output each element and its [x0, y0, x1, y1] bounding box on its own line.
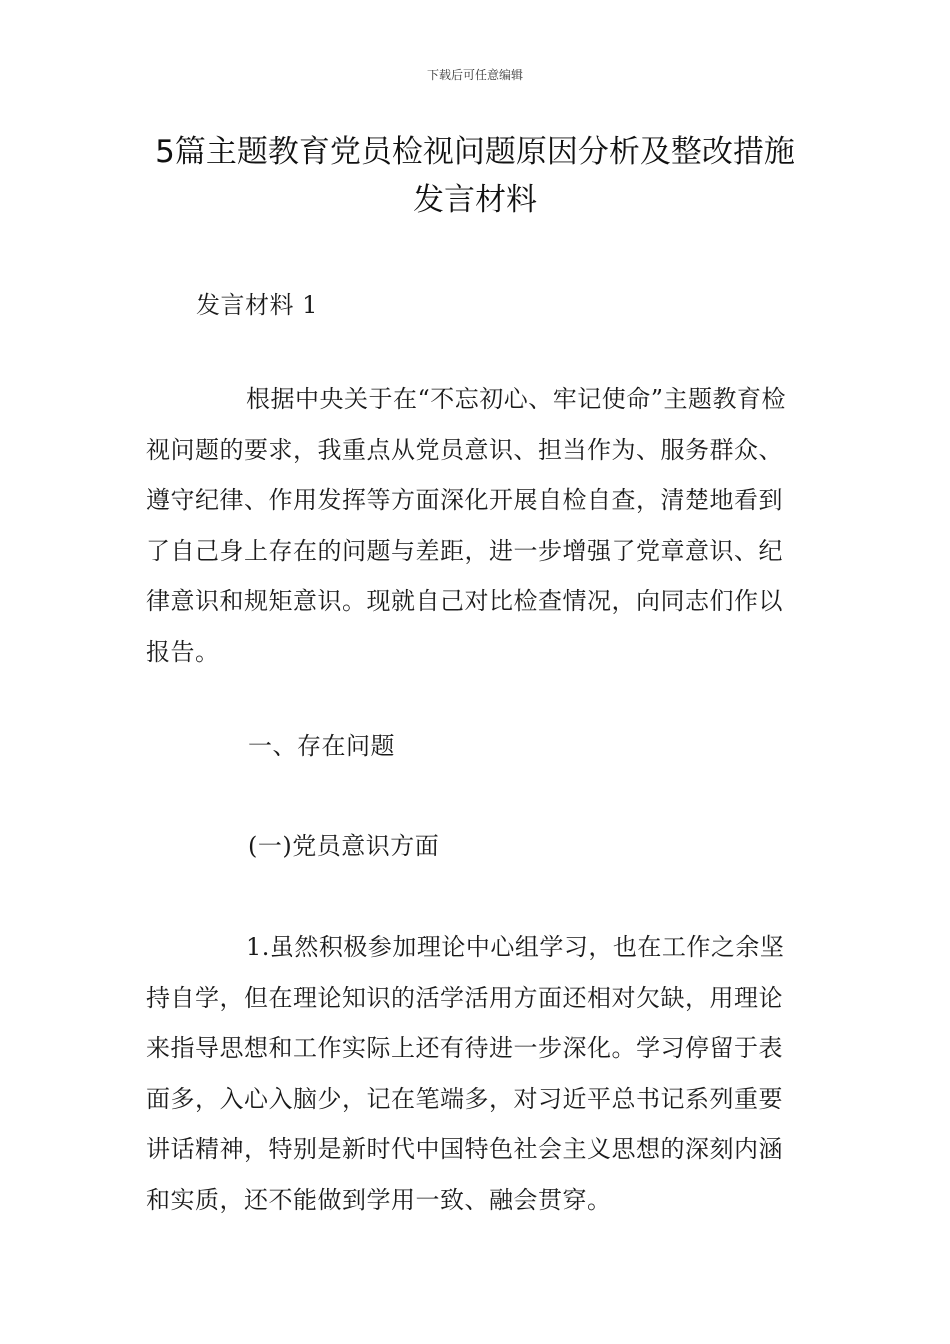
- paragraph-item-1: 1.虽然积极参加理论中心组学习，也在工作之余坚持自学，但在理论知识的活学活用方面还相对欠缺，用理论来指导思想和工作实际上还有待进一步深化。学习停留于表面多，入心入脑少，记在笔端多，对习近平总书记系列重要讲话精神，特别是新时代中国特色社会主义思想的深刻内涵和实质，还不能做到学用一致、融会贯穿。: [146, 933, 785, 1214]
- header-note: 下载后可任意编辑: [426, 68, 523, 82]
- paragraph-intro: 根据中央关于在“不忘初心、牢记使命”主题教育检视问题的要求，我重点从党员意识、担当作为、服务群众、遵守纪律、作用发挥等方面深化开展自检自查，清楚地看到了自己身上存在的问题与差距，进一步增强了党章意识、纪律意识和规矩意识。现就自己对比检查情况，向同志们作以报告。: [146, 385, 787, 666]
- document-title: 5篇主题教育党员检视问题原因分析及整改措施发言材料: [155, 134, 795, 218]
- material-label: 发言材料 1: [196, 291, 318, 319]
- sub-heading: (一)党员意识方面: [248, 832, 440, 860]
- section-heading: 一、存在问题: [248, 732, 395, 760]
